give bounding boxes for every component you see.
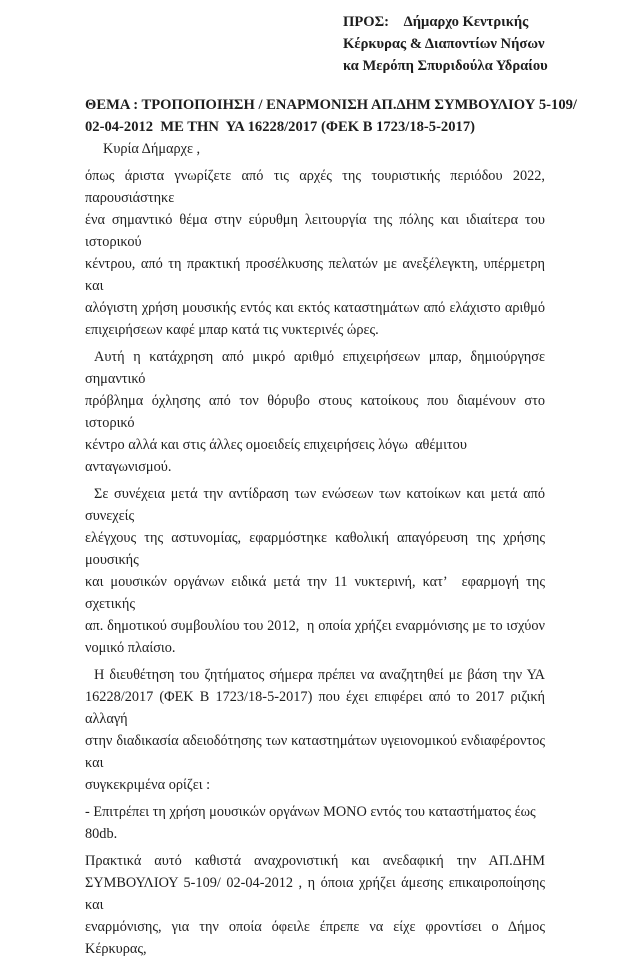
paragraph	[85, 346, 545, 478]
letter-body	[85, 138, 545, 960]
subject-heading	[85, 94, 577, 138]
text-line: ΣΥΜΒΟΥΛΙΟΥ 5-109/ 02-04-2012 , η όποια χρήζει άμεσης επικαιροποίησης και	[85, 875, 545, 913]
text-line: συγκεκριμένα ορίζει :	[85, 777, 211, 793]
text-line: απ. δημοτικού συμβουλίου του 2012, η οποία χρήζει εναρμόνισης με το ισχύον	[85, 618, 545, 634]
recipient-line: κα Μερόπη Σπυριδούλα Υδραίου	[343, 58, 548, 74]
text-line: πρόβλημα όχλησης από τον θόρυβο στους κατοίκους που διαμένουν στο ιστορικό	[85, 393, 545, 431]
recipient-line: Κέρκυρας & Διαποντίων Νήσων	[343, 36, 545, 52]
text-line: όπως άριστα γνωρίζετε από τις αρχές της τουριστικής περιόδου 2022, παρουσιάστηκε	[85, 168, 545, 206]
text-line: Η διευθέτηση του ζητήματος σήμερα πρέπει να αναζητηθεί με βάση την ΥΑ	[94, 667, 545, 683]
text-line: κέντρου, από τη πρακτική προσέλκυσης πελατών με ανεξέλεγκτη, υπέρμετρη και	[85, 256, 545, 294]
recipient-line: ΠΡΟΣ: Δήμαρχο Κεντρικής	[343, 14, 529, 30]
text-line: κέντρο αλλά και στις άλλες ομοειδείς επιχειρήσεις λόγω αθέμιτου ανταγωνισμού.	[85, 437, 467, 475]
text-line: Σε συνέχεια μετά την αντίδραση των ενώσεων των κατοίκων και μετά από συνεχείς	[85, 486, 545, 524]
text-line: αλόγιστη χρήση μουσικής εντός και εκτός καταστημάτων από ελάχιστο αριθμό	[85, 300, 545, 316]
text-line: εναρμόνισης, για την οποία όφειλε έπρεπε να είχε φροντίσει ο Δήμος Κέρκυρας,	[85, 919, 545, 957]
text-line: ελέγχους της αστυνομίας, εφαρμόστηκε καθολική απαγόρευση της χρήσης μουσικής	[85, 530, 545, 568]
paragraph	[85, 850, 545, 960]
text-line: Πρακτικά αυτό καθιστά αναχρονιστική και ανεδαφική την ΑΠ.ΔΗΜ	[85, 853, 545, 869]
list-item-line: - Επιτρέπει τη χρήση μουσικών οργάνων ΜΟΝΟ εντός του καταστήματος έως 80db.	[85, 804, 536, 842]
subject-line: 02-04-2012 ΜΕ ΤΗΝ ΥΑ 16228/2017 (ΦΕΚ Β 1723/18-5-2017)	[85, 119, 475, 135]
list-item	[85, 801, 545, 845]
text-line: Αυτή η κατάχρηση από μικρό αριθμό επιχειρήσεων μπαρ, δημιούργησε σημαντικό	[85, 349, 545, 387]
paragraph	[85, 483, 545, 659]
recipient-block	[343, 12, 548, 78]
text-line: επιχειρήσεων καφέ μπαρ κατά τις νυκτερινές ώρες.	[85, 322, 379, 338]
text-line: νομικό πλαίσιο.	[85, 640, 176, 656]
text-line: στην διαδικασία αδειοδότησης των καταστημάτων υγειονομικού ενδιαφέροντος και	[85, 733, 545, 771]
paragraph	[85, 165, 545, 341]
paragraph	[85, 664, 545, 796]
salutation: Κυρία Δήμαρχε ,	[103, 141, 201, 157]
text-line: και μουσικών οργάνων ειδικά μετά την 11 νυκτερινή, κατ’ εφαρμογή της σχετικής	[85, 574, 545, 612]
text-line: ένα σημαντικό θέμα στην εύρυθμη λειτουργία της πόλης και ιδιαίτερα του ιστορικού	[85, 212, 545, 250]
subject-line: ΘΕΜΑ : ΤΡΟΠΟΠΟΙΗΣΗ / ΕΝΑΡΜΟΝΙΣΗ ΑΠ.ΔΗΜ ΣΥΜΒΟΥΛΙΟΥ 5-109/	[85, 97, 577, 113]
text-line: 16228/2017 (ΦΕΚ Β 1723/18-5-2017) που έχει επιφέρει από το 2017 ριζική αλλαγή	[85, 689, 545, 727]
